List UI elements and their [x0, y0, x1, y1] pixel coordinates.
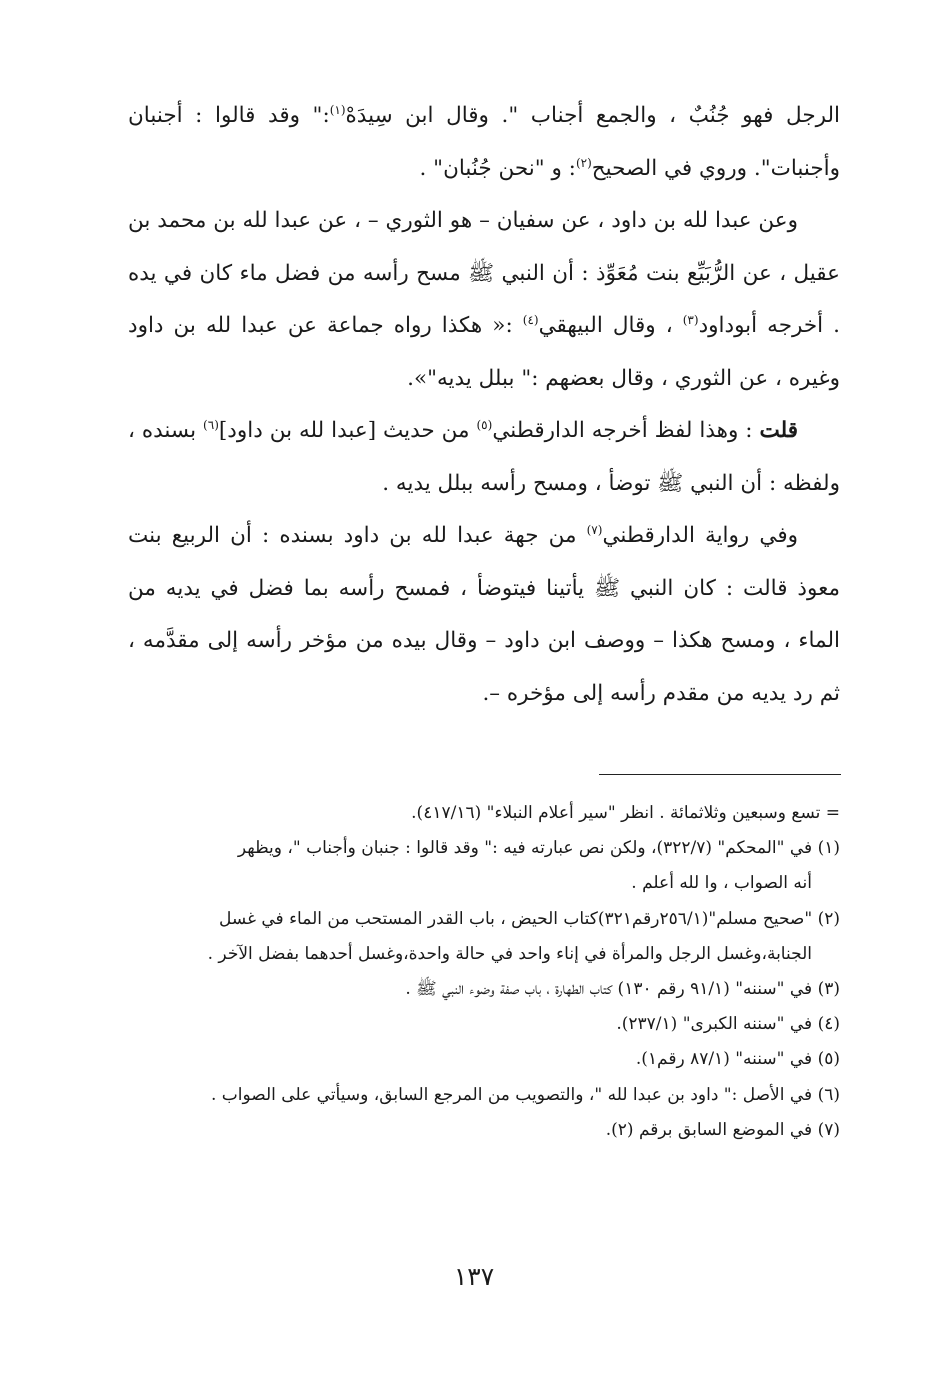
paragraph-2 [128, 195, 840, 405]
text-run: بسنده ، ولفظه : أن النبي ﷺ توضأ ، ومسح رأسه ببلل يديه . [128, 418, 840, 496]
text-run: :" وقد قالوا : أجنبان وأجنبات". وروي في الصحيح [128, 103, 840, 181]
paragraph-3 [128, 405, 840, 510]
footnote-separator [599, 774, 841, 775]
footnote-ref[interactable]: (٧) [586, 522, 603, 537]
footnote-ref[interactable]: (٤) [522, 312, 539, 327]
text-run: وعن عبدا لله بن داود ، عن سفيان – هو الثوري – ، عن عبدا لله بن محمد بن عقيل ، عن الرُّبَيِّع بنت مُعَوِّذ : أن النبي ﷺ مسح رأسه من فضل ماء كان في يده . أخرجه أبوداود [128, 208, 841, 338]
footnote-2-cont: الجنابة،وغسل الرجل والمرأة في إناء واحد في حالة واحدة،وغسل أحدهما بفضل الآخر . [207, 943, 812, 964]
footnote-3: (٣) في "سننه" (٩١/١ رقم ١٣٠) كتاب الطهارة ، باب صفة وضوء النبي ﷺ . [405, 979, 840, 1000]
footnote-1-cont: أنه الصواب ، وا لله أعلم . [631, 873, 812, 894]
footnote-continuation: = تسع وسبعين وثلاثمائة . انظر "سير أعلام النبلاء" (٤١٧/١٦). [411, 803, 840, 823]
text-run: ، وقال البيهقي [538, 313, 673, 338]
text-run: : وهذا لفظ أخرجه الدارقطني [492, 418, 753, 443]
footnote-6: (٦) في الأصل :" داود بن عبدا لله "، والتصويب من المرجع السابق، وسيأتي على الصواب . [210, 1084, 840, 1105]
footnote-7: (٧) في الموضع السابق برقم (٢). [605, 1119, 840, 1140]
page-number: ١٣٧ [453, 1262, 495, 1291]
main-text [128, 90, 840, 720]
text-run: وفي رواية الدارقطني [602, 523, 798, 548]
footnote-ref[interactable]: (٥) [476, 417, 493, 432]
footnote-5: (٥) في "سننه" (٨٧/١ رقم١). [635, 1049, 840, 1070]
footnote-4: (٤) في "سننه الكبرى" (٢٣٧/١). [616, 1014, 840, 1035]
footnotes [128, 796, 840, 1148]
footnote-ref[interactable]: (٢) [575, 155, 592, 170]
footnote-1: (١) في "المحكم" (٣٢٢/٧)، ولكن نص عبارته فيه :" وقد قالوا : جنبان وأجناب "، ويظهر [237, 838, 840, 859]
paragraph-1 [128, 90, 840, 195]
text-run: : و "نحن جُنُبان" . [419, 155, 576, 181]
text-run: :« هكذا رواه جماعة عن عبدا لله بن داود وغيره ، عن الثوري ، وقال بعضهم :" ببلل يديه"». [128, 313, 840, 391]
footnote-ref[interactable]: (١) [329, 102, 346, 117]
text-run: من حديث [عبدا لله بن داود] [218, 418, 470, 443]
text-run: الرجل فهو جُنُبٌ ، والجمع أجناب ". وقال ابن سِيدَهْ [345, 103, 840, 128]
term-qultu: قلت [759, 418, 799, 443]
paragraph-4 [128, 510, 840, 720]
footnote-ref[interactable]: (٣) [682, 312, 699, 327]
footnote-ref[interactable]: (٦) [203, 417, 219, 432]
footnote-2: (٢) "صحيح مسلم"(٢٥٦/١رقم٣٢١)كتاب الحيض ، باب القدر المستحب من الماء في غسل [219, 908, 840, 929]
text-run: من جهة عبدا لله بن داود بسنده : أن الربيع بنت معوذ قالت : كان النبي ﷺ يأتينا فيتوضأ ، فمسح رأسه بما فضل في يديه من الماء ، ومسح هكذا – ووصف ابن داود – وقال بيده من مؤخر رأسه إلى مقدَّمه ، ثم رد يديه من مقدم رأسه إلى مؤخره –. [128, 523, 840, 706]
